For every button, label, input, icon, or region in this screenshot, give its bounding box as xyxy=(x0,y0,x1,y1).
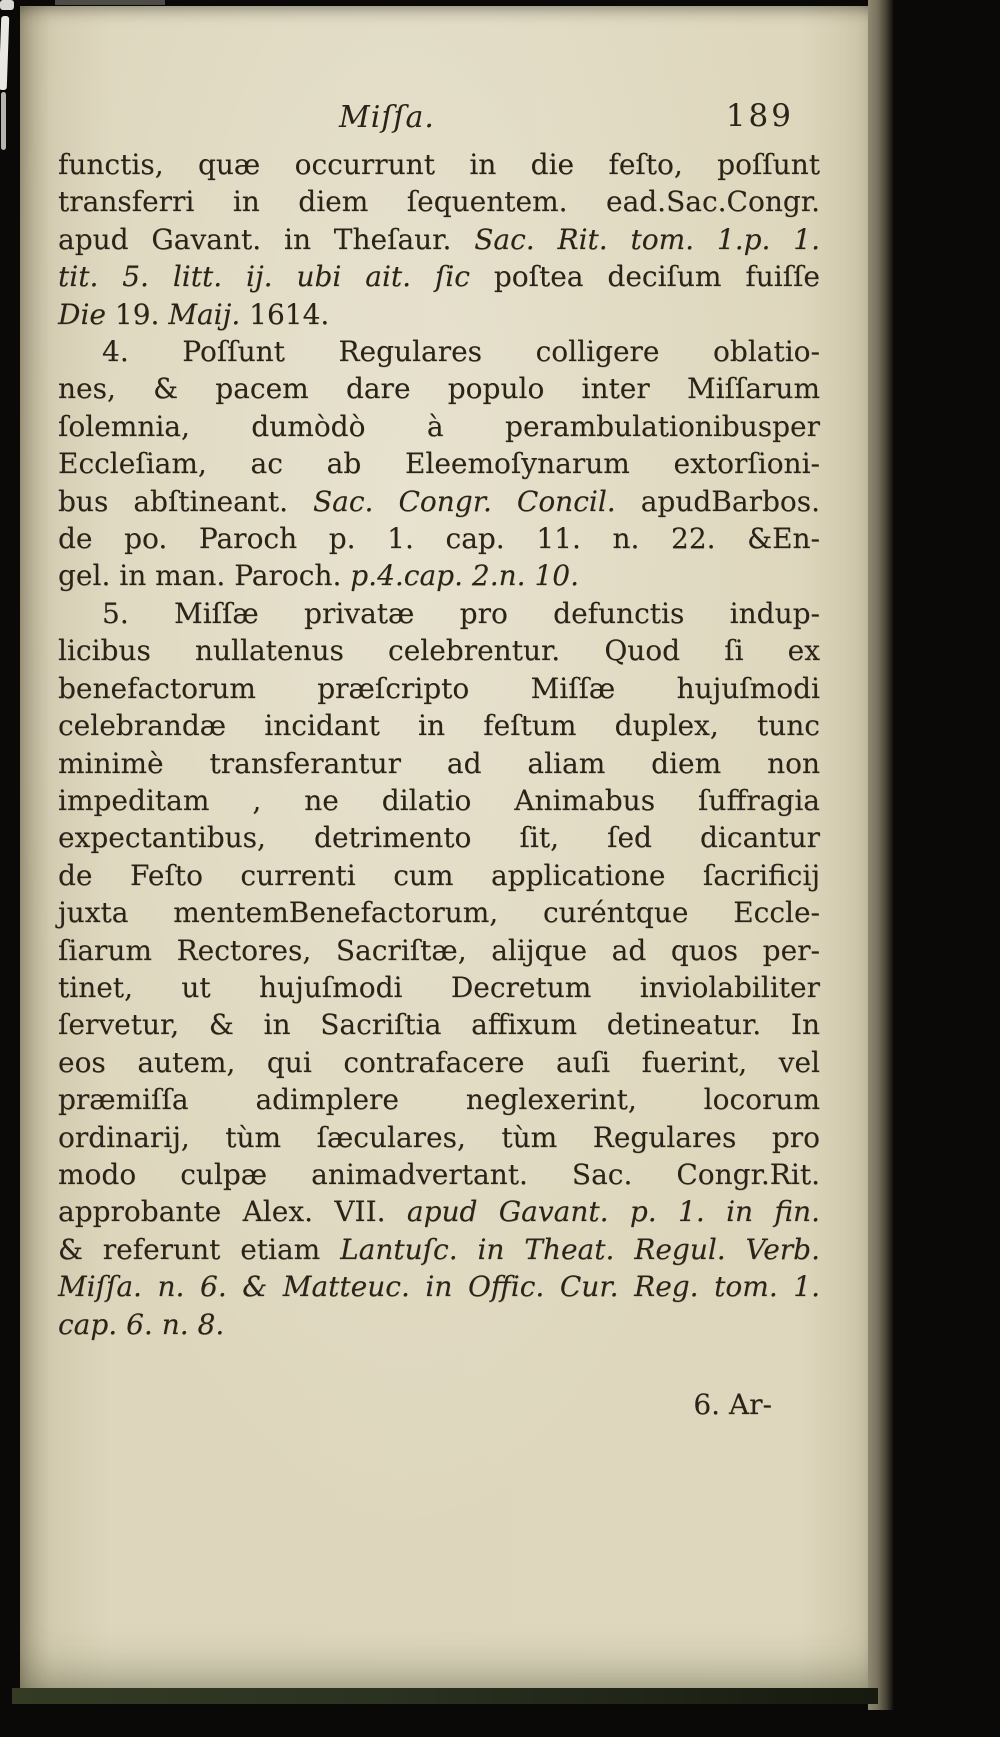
scan-artifact-streak xyxy=(0,16,9,90)
text-line xyxy=(58,445,820,482)
text-line xyxy=(58,595,820,632)
text-line xyxy=(58,408,820,445)
text-segment: Eccleſiam, ac ab Eleemoſynarum extorſioni- xyxy=(58,447,820,481)
page-number: 189 xyxy=(725,98,794,134)
text-segment: 4. Poſſunt Regulares colligere oblatio- xyxy=(102,335,820,369)
catchword: 6. Ar- xyxy=(693,1388,772,1421)
text-segment: modo culpæ animadvertant. Sac. Congr.Rit. xyxy=(58,1157,820,1191)
text-segment: transferri in diem ſequentem. ead.Sac.Congr. xyxy=(58,185,820,219)
text-segment: nes, & pacem dare populo inter Miſſarum xyxy=(58,372,820,406)
text-line xyxy=(58,146,820,183)
text-segment: poſtea deciſum fuiſſe xyxy=(493,260,820,294)
text-line xyxy=(58,520,820,557)
text-line xyxy=(58,296,820,333)
text-segment: ordinarij, tùm ſæculares, tùm Regulares pro xyxy=(58,1120,820,1154)
text-line xyxy=(58,1193,820,1230)
bottom-edge-shadow xyxy=(12,1688,878,1704)
text-segment: apud Gavant. in Theſaur. xyxy=(58,222,475,256)
text-segment: licibus nullatenus celebrentur. Quod ſi ex xyxy=(58,634,820,668)
text-line xyxy=(58,1044,820,1081)
text-segment: minimè transferantur ad aliam diem non xyxy=(58,746,820,780)
text-line xyxy=(58,932,820,969)
page-text-block xyxy=(58,146,820,1343)
text-line xyxy=(58,333,820,370)
text-segment: de po. Paroch p. 1. cap. 11. n. 22. &En- xyxy=(58,522,820,556)
scan-artifact-streak xyxy=(1,92,6,150)
text-segment: præmiſſa adimplere neglexerint, locorum xyxy=(58,1083,820,1117)
text-segment-italic: cap. 6. n. 8. xyxy=(58,1307,225,1341)
text-segment: approbante Alex. VII. xyxy=(58,1195,407,1229)
text-segment: eos autem, qui contrafacere auſi fuerint, vel xyxy=(58,1045,820,1079)
text-line xyxy=(58,557,820,594)
text-segment: benefactorum præſcripto Miſſæ hujuſmodi xyxy=(58,671,820,705)
page-header xyxy=(58,100,820,142)
text-line xyxy=(58,483,820,520)
text-line xyxy=(58,707,820,744)
text-line xyxy=(58,1231,820,1268)
text-segment: bus abſtineant. xyxy=(58,484,313,518)
text-segment: 5. Miſſæ privatæ pro defunctis indup- xyxy=(102,596,820,630)
text-segment: 1614. xyxy=(249,297,330,331)
text-segment: ſiarum Rectores, Sacriſtæ, alijque ad quos per- xyxy=(58,933,820,967)
text-segment: expectantibus, detrimento ſit, ſed dicantur xyxy=(58,821,820,855)
text-line xyxy=(58,819,820,856)
book-page xyxy=(20,6,868,1688)
text-segment: de Feſto currenti cum applicatione ſacrificij xyxy=(58,858,820,892)
text-segment-italic: Die xyxy=(58,297,115,331)
text-line xyxy=(58,1119,820,1156)
text-segment-italic: Sac. Rit. tom. 1.p. 1. xyxy=(474,222,820,256)
catchword-row xyxy=(58,1388,820,1421)
text-line xyxy=(58,221,820,258)
text-segment: gel. in man. Paroch. xyxy=(58,559,351,593)
text-segment-italic: tit. 5. litt. ij. ubi ait. ſic xyxy=(58,260,494,294)
text-segment-italic: Lantuſc. in Theat. Regul. Verb. xyxy=(340,1232,820,1266)
text-line xyxy=(58,1081,820,1118)
text-segment: 19. xyxy=(114,297,169,331)
text-segment: ſervetur, & in Sacriſtia affixum detineatur. In xyxy=(58,1008,820,1042)
scan-artifact-streak xyxy=(0,0,14,10)
text-segment-italic: Maij. xyxy=(168,297,250,331)
text-line xyxy=(58,670,820,707)
text-line xyxy=(58,857,820,894)
text-segment-italic: p.4.cap. 2.n. 10. xyxy=(350,559,579,593)
text-segment: tinet, ut hujuſmodi Decretum inviolabiliter xyxy=(58,970,820,1004)
text-segment-italic: Sac. Congr. Concil. xyxy=(313,484,616,518)
text-line xyxy=(58,969,820,1006)
text-line xyxy=(58,183,820,220)
text-line xyxy=(58,1306,820,1343)
text-line xyxy=(58,370,820,407)
page-edge-shadow xyxy=(868,0,894,1710)
text-segment: apudBarbos. xyxy=(615,484,820,518)
text-line xyxy=(58,894,820,931)
running-title: Miſſa. xyxy=(339,100,435,135)
text-line xyxy=(58,1006,820,1043)
text-segment: ſolemnia, dumòdò à perambulationibusper xyxy=(58,409,820,443)
text-segment: functis, quæ occurrunt in die feſto, poſſunt xyxy=(58,148,820,181)
text-line xyxy=(58,1156,820,1193)
text-segment: juxta mentemBenefactorum, curéntque Eccle- xyxy=(58,896,820,930)
text-line xyxy=(58,1268,820,1305)
text-segment: & referunt etiam xyxy=(58,1232,341,1266)
text-line xyxy=(58,782,820,819)
text-segment: celebrandæ incidant in feſtum duplex, tunc xyxy=(58,709,820,743)
text-line xyxy=(58,632,820,669)
text-line xyxy=(58,745,820,782)
scan-artifact-top xyxy=(55,0,165,5)
text-segment-italic: Miſſa. n. 6. & Matteuc. in Offic. Cur. Reg. tom. 1. xyxy=(58,1270,820,1304)
text-line xyxy=(58,258,820,295)
text-segment: impeditam , ne dilatio Animabus ſuffragia xyxy=(58,783,820,817)
text-segment-italic: apud Gavant. p. 1. in fin. xyxy=(406,1195,820,1229)
